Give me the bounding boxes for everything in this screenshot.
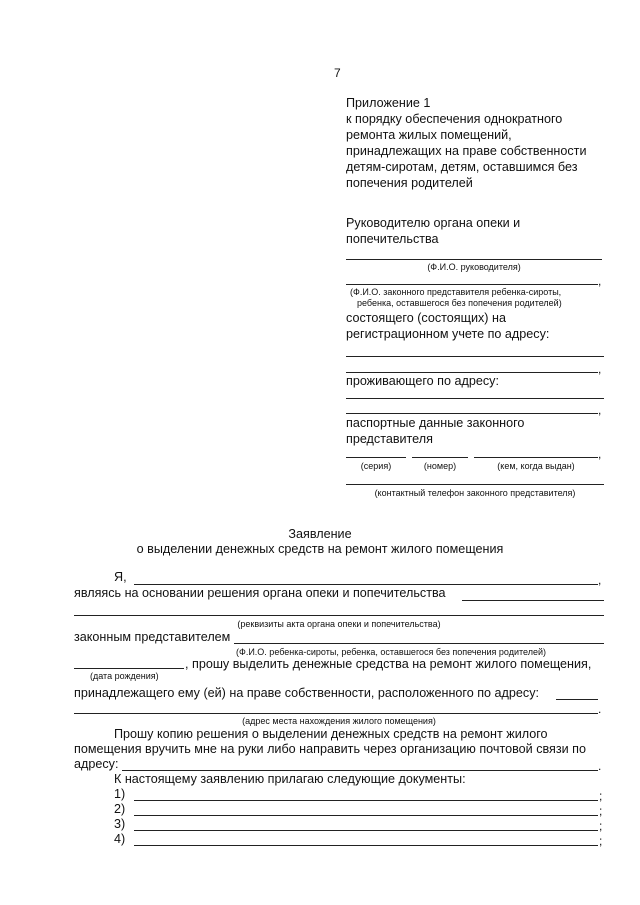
appendix-line: к порядку обеспечения однократного — [346, 112, 563, 126]
representative-caption-1: (Ф.И.О. законного представителя ребенка-сироты, — [350, 287, 562, 297]
appendix-line: детям-сиротам, детям, оставшимся без — [346, 160, 578, 174]
addressee-line: Руководителю органа опеки и — [346, 216, 521, 230]
child-caption: (Ф.И.О. ребенка-сироты, ребенка, оставшегося без попечения родителей) — [236, 647, 547, 657]
statement-subtitle: о выделении денежных средств на ремонт жилого помещения — [136, 542, 504, 556]
appendix-line: Приложение 1 — [346, 96, 431, 110]
phone-caption: (контактный телефон законного представителя) — [374, 488, 576, 498]
being-text: являясь на основании решения органа опеки и попечительства — [74, 586, 446, 600]
page-number: 7 — [334, 66, 341, 80]
semicolon: ; — [599, 834, 603, 848]
appendix-line: попечения родителей — [346, 176, 473, 190]
comma: , — [598, 447, 602, 461]
passport-text: представителя — [346, 432, 433, 446]
address-caption: (адрес места нахождения жилого помещения) — [242, 716, 436, 726]
property-address-field[interactable] — [74, 713, 598, 714]
request-text: , прошу выделить денежные средства на ремонт жилого помещения, — [185, 657, 592, 671]
copy-address-field[interactable] — [122, 770, 598, 771]
phone-field[interactable] — [346, 484, 604, 485]
registered-text: регистрационном учете по адресу: — [346, 327, 550, 341]
document-item-number: 1) — [114, 787, 126, 801]
semicolon: ; — [599, 789, 603, 803]
birth-caption: (дата рождения) — [90, 671, 159, 681]
issued-caption: (кем, когда выдан) — [497, 461, 575, 471]
document-item-field[interactable] — [134, 830, 598, 831]
copy-text: адресу: — [74, 757, 119, 771]
number-caption: (номер) — [423, 461, 457, 471]
owned-text: принадлежащего ему (ей) на праве собственности, расположенного по адресу: — [74, 686, 539, 700]
dot: . — [598, 702, 602, 716]
act-caption: (реквизиты акта органа опеки и попечительства) — [237, 619, 441, 629]
legal-rep-text: законным представителем — [74, 630, 231, 644]
i-text: Я, — [114, 570, 127, 584]
registration-address-field[interactable] — [346, 372, 598, 373]
semicolon: ; — [599, 819, 603, 833]
comma: , — [598, 362, 602, 376]
comma: , — [598, 573, 602, 587]
child-name-field[interactable] — [234, 643, 604, 644]
copy-text: Прошу копию решения о выделении денежных средств на ремонт жилого — [114, 727, 548, 741]
document-item-number: 2) — [114, 802, 126, 816]
head-name-caption: (Ф.И.О. руководителя) — [427, 262, 521, 272]
document-item-field[interactable] — [134, 800, 598, 801]
semicolon: ; — [599, 804, 603, 818]
appendix-line: принадлежащих на праве собственности — [346, 144, 587, 158]
dot: . — [598, 759, 602, 773]
decision-field[interactable] — [74, 615, 604, 616]
applicant-name-field[interactable] — [134, 584, 598, 585]
living-address-field[interactable] — [346, 413, 598, 414]
decision-field[interactable] — [462, 600, 604, 601]
document-item-field[interactable] — [134, 815, 598, 816]
property-address-field[interactable] — [556, 699, 598, 700]
document-item-field[interactable] — [134, 845, 598, 846]
representative-caption-2: ребенка, оставшегося без попечения родителей) — [357, 298, 562, 308]
appendix-line: ремонта жилых помещений, — [346, 128, 512, 142]
living-text: проживающего по адресу: — [346, 374, 499, 388]
representative-name-field[interactable] — [346, 284, 598, 285]
copy-text: помещения вручить мне на руки либо направить через организацию почтовой связи по — [74, 742, 586, 756]
registered-text: состоящего (состоящих) на — [346, 311, 506, 325]
birth-date-field[interactable] — [74, 668, 184, 669]
attach-text: К настоящему заявлению прилагаю следующие документы: — [114, 772, 466, 786]
living-address-field[interactable] — [346, 398, 604, 399]
head-name-field[interactable] — [346, 259, 602, 260]
passport-number-field[interactable] — [412, 457, 468, 458]
document-item-number: 3) — [114, 817, 126, 831]
document-item-number: 4) — [114, 832, 126, 846]
passport-text: паспортные данные законного — [346, 416, 525, 430]
comma: , — [598, 403, 602, 417]
series-caption: (серия) — [360, 461, 392, 471]
passport-series-field[interactable] — [346, 457, 406, 458]
comma: , — [598, 274, 602, 288]
registration-address-field[interactable] — [346, 356, 604, 357]
addressee-line: попечительства — [346, 232, 439, 246]
statement-title: Заявление — [288, 527, 352, 541]
passport-issued-field[interactable] — [474, 457, 598, 458]
